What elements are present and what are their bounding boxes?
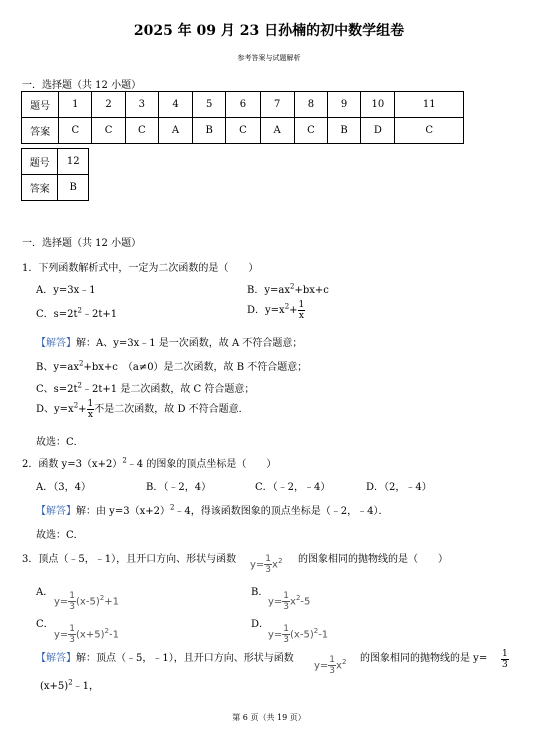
q1-option-b <box>247 281 329 296</box>
question-number: 12 <box>58 149 89 175</box>
solution-text: ﹣1， <box>72 681 100 692</box>
stem-text: 2．函数 y=3（x+2） <box>22 459 123 470</box>
solution-text: B、y=ax <box>36 362 79 373</box>
eq-text: -5 <box>300 596 311 608</box>
q1-option-d-text: D．y=x <box>247 305 285 316</box>
numerator: 1 <box>69 624 76 634</box>
eq-text: (x-5) <box>76 596 100 608</box>
exponent: 2 <box>277 557 283 566</box>
question-2-stem <box>22 455 276 470</box>
q3-solution-line-2 <box>40 677 99 692</box>
eq-text: y= <box>268 596 283 608</box>
question-number: 4 <box>158 92 192 118</box>
eq-text: -1 <box>318 629 329 641</box>
q3-option-b <box>268 591 310 612</box>
q3-option-a <box>54 591 119 612</box>
page-footer: 第 6 页（共 19 页） <box>232 713 306 722</box>
answer-cell: D <box>361 118 395 144</box>
fraction <box>282 591 290 612</box>
question-number: 11 <box>395 92 464 118</box>
exponent: 2 <box>104 627 109 636</box>
exponent: 2 <box>289 282 295 291</box>
answer-cell: A <box>260 118 294 144</box>
answer-table-answer-row <box>22 118 464 144</box>
exponent: 2 <box>77 306 83 315</box>
exponent: 2 <box>73 401 79 410</box>
eq-text: y= <box>250 559 265 571</box>
question-3-stem-post: 的图象相同的抛物线的是（ ） <box>298 554 448 565</box>
solution-text: (x+5) <box>40 681 69 692</box>
numerator: 1 <box>283 591 290 601</box>
question-number: 3 <box>125 92 158 118</box>
answer-cell: B <box>193 118 226 144</box>
denominator: 3 <box>283 635 290 645</box>
question-number: 1 <box>59 92 92 118</box>
answer-cell: C <box>125 118 158 144</box>
eq-text: y= <box>54 596 69 608</box>
denominator: 3 <box>69 635 76 645</box>
question-number: 6 <box>226 92 260 118</box>
denominator: 3 <box>265 565 272 575</box>
q1-option-c-text: C．s=2t <box>36 309 78 320</box>
eq-text: (x-5) <box>290 629 314 641</box>
answer-table-extra <box>21 148 89 201</box>
fraction <box>501 649 509 670</box>
section-heading-solutions: 一．选择题（共 12 小题） <box>22 238 142 249</box>
q3-option-b-label: B． <box>251 587 269 598</box>
question-number: 7 <box>260 92 294 118</box>
fraction <box>328 655 336 676</box>
eq-text: -1 <box>108 629 119 641</box>
solution-tag: 【解答】 <box>36 653 76 664</box>
eq-text: (x+5) <box>76 629 105 641</box>
eq-text: y= <box>268 629 283 641</box>
numerator: 1 <box>283 624 290 634</box>
solution-text: 不是二次函数，故 D 不符合题意． <box>94 404 249 415</box>
answer-cell: B <box>328 118 361 144</box>
denominator: 3 <box>502 660 508 670</box>
plus-sign: + <box>78 404 87 415</box>
solution-text: C、s=2t <box>36 384 78 395</box>
question-3-stem-pre: 3．顶点（﹣5，﹣1），且开口方向、形状与函数 <box>22 554 237 565</box>
exponent: 2 <box>284 302 290 311</box>
answer-table <box>21 91 464 144</box>
row-label-number: 题号 <box>22 92 59 118</box>
eq-text: x <box>336 660 342 672</box>
q2-solution <box>36 502 389 517</box>
exponent: 2 <box>78 359 84 368</box>
page-title: 2025 年 09 月 23 日孙楠的初中数学组卷 <box>133 23 405 39</box>
stem-text: ﹣4 的图象的顶点坐标是（ ） <box>126 459 277 470</box>
q3-solution-fraction <box>501 649 509 670</box>
eq-text: y= <box>54 629 69 641</box>
q3-option-a-label: A． <box>36 587 54 598</box>
q1-option-b-tail: +bx+c <box>294 285 329 296</box>
exponent: 2 <box>68 678 73 687</box>
fraction <box>282 624 290 645</box>
numerator: 1 <box>87 399 94 409</box>
answer-cell: C <box>395 118 464 144</box>
denominator: x <box>298 311 304 321</box>
q2-conclusion: 故选：C． <box>36 530 84 541</box>
answer-table-number-row <box>22 92 464 118</box>
eq-text: +1 <box>104 596 119 608</box>
numerator: 1 <box>329 655 336 665</box>
q3-solution-line-1 <box>36 649 294 664</box>
question-number: 8 <box>294 92 327 118</box>
q3-option-d-label: D． <box>251 619 270 630</box>
q2-option-c: C．（﹣2，﹣4） <box>255 482 331 493</box>
exponent: 2 <box>169 503 175 512</box>
numerator: 1 <box>265 554 272 564</box>
q1-conclusion: 故选：C． <box>36 437 84 448</box>
question-number: 5 <box>193 92 226 118</box>
numerator: 1 <box>502 649 508 659</box>
solution-text: 解：A、y=3x﹣1 是一次函数，故 A 不符合题意； <box>76 338 303 349</box>
eq-text: x <box>290 596 296 608</box>
solution-text: ﹣4，得该函数图象的顶点坐标是（﹣2，﹣4）． <box>174 506 389 517</box>
answer-table-number-row <box>22 149 89 175</box>
answer-cell: A <box>158 118 192 144</box>
section-heading-answers: 一．选择题（共 12 小题） <box>22 80 142 91</box>
q1-option-b-text: B．y=ax <box>247 285 290 296</box>
numerator: 1 <box>69 591 76 601</box>
q1-option-c-tail: ﹣2t+1 <box>82 309 118 320</box>
question-number: 9 <box>328 92 361 118</box>
q3-stem-equation <box>250 554 282 575</box>
answer-cell: B <box>58 175 89 201</box>
fraction <box>264 554 272 575</box>
fraction <box>68 624 76 645</box>
eq-text: y= <box>314 660 329 672</box>
solution-text: +bx+c （a≠0）是二次函数，故 B 不符合题意； <box>83 362 308 373</box>
row-label-number: 题号 <box>22 149 58 175</box>
answer-table-answer-row <box>22 175 89 201</box>
row-label-answer: 答案 <box>22 118 59 144</box>
exponent: 2 <box>341 658 347 667</box>
q1-solution-line-2 <box>36 358 307 373</box>
solution-text: 解：顶点（﹣5，﹣1），且开口方向、形状与函数 <box>76 653 294 664</box>
fraction <box>68 591 76 612</box>
q3-option-d <box>268 624 328 645</box>
q1-option-a: A．y=3x﹣1 <box>36 285 96 296</box>
exponent: 2 <box>313 627 319 636</box>
q1-solution-line-1 <box>36 334 302 349</box>
numerator: 1 <box>298 300 305 310</box>
fraction <box>298 300 306 321</box>
q2-option-d: D．（2，﹣4） <box>366 482 432 493</box>
q3-solution-equation <box>314 655 346 676</box>
question-1-stem: 1．下列函数解析式中，一定为二次函数的是（ ） <box>22 263 259 274</box>
solution-text: D、y=x <box>36 404 74 415</box>
answer-cell: C <box>294 118 327 144</box>
row-label-answer: 答案 <box>22 175 58 201</box>
question-number: 10 <box>361 92 395 118</box>
exponent: 2 <box>77 381 83 390</box>
answer-cell: C <box>59 118 92 144</box>
exponent: 2 <box>295 594 301 603</box>
solution-text: ﹣2t+1 是二次函数，故 C 符合题意； <box>82 384 255 395</box>
eq-text: x <box>272 559 278 571</box>
q3-option-c-label: C． <box>36 619 54 630</box>
answer-cell: C <box>92 118 125 144</box>
solution-tag: 【解答】 <box>36 338 76 349</box>
exponent: 2 <box>99 594 105 603</box>
q2-option-a: A．（3，4） <box>36 482 91 493</box>
q3-solution-line-1-post: 的图象相同的抛物线的是 y= <box>360 653 488 664</box>
q1-option-d <box>247 300 305 321</box>
q1-option-c <box>36 305 117 320</box>
exponent: 2 <box>122 456 127 465</box>
q1-solution-line-3 <box>36 380 254 395</box>
denominator: 3 <box>283 602 290 612</box>
solution-text: 解：由 y=3（x+2） <box>76 506 170 517</box>
page-subtitle: 参考答案与试题解析 <box>237 54 301 62</box>
q1-solution-line-4 <box>36 399 249 420</box>
denominator: 3 <box>329 666 336 676</box>
denominator: x <box>87 410 93 420</box>
answer-cell: C <box>226 118 260 144</box>
question-number: 2 <box>92 92 125 118</box>
q2-option-b: B．（﹣2，4） <box>146 482 212 493</box>
q3-option-c <box>54 624 119 645</box>
solution-tag: 【解答】 <box>36 506 76 517</box>
plus-sign: + <box>289 305 298 316</box>
denominator: 3 <box>69 602 76 612</box>
